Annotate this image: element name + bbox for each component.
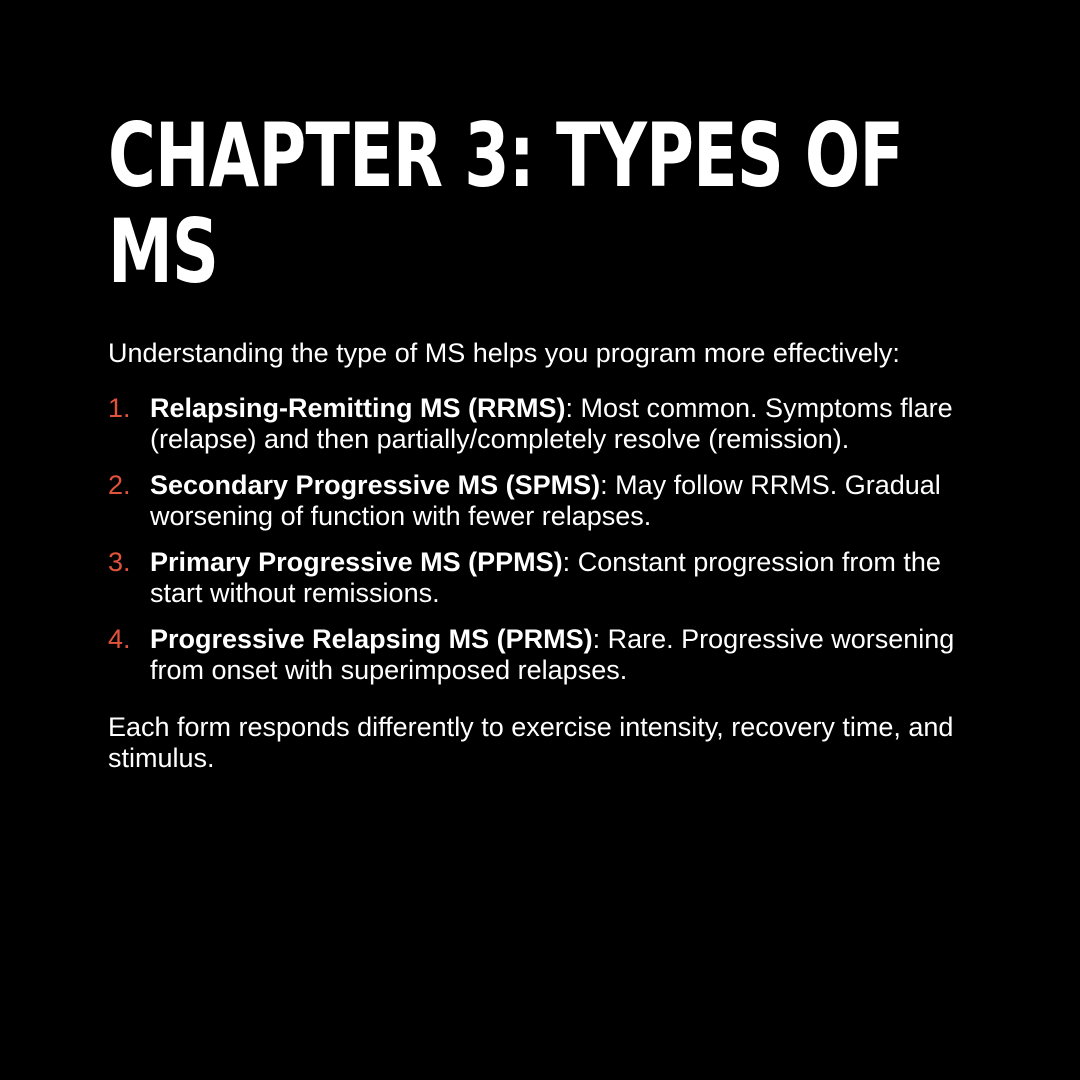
list-item-term: Secondary Progressive MS (SPMS) xyxy=(150,470,601,500)
list-item-separator: : xyxy=(600,470,608,500)
ms-types-list xyxy=(108,393,988,686)
list-item-number: 2. xyxy=(108,470,131,500)
list-item-number: 1. xyxy=(108,393,131,423)
chapter-title: CHAPTER 3: TYPES OF MS xyxy=(108,104,904,303)
list-item-separator: : xyxy=(565,393,574,423)
list-item xyxy=(108,470,988,532)
intro-paragraph: Understanding the type of MS helps you program more effectively: xyxy=(108,338,900,368)
list-item-term: Primary Progressive MS (PPMS) xyxy=(150,547,563,577)
list-item-description: Constant progression from the start without remissions. xyxy=(150,547,941,608)
list-item-description: Rare. Progressive worsening from onset with superimposed relapses. xyxy=(150,624,955,685)
list-item xyxy=(108,547,988,609)
list-item-number: 4. xyxy=(108,624,131,654)
list-item-term: Progressive Relapsing MS (PRMS) xyxy=(150,624,593,654)
list-item-description: May follow RRMS. Gradual worsening of function with fewer relapses. xyxy=(150,470,941,531)
list-item-number: 3. xyxy=(108,547,131,577)
list-item xyxy=(108,624,988,686)
list-item-separator: : xyxy=(562,547,571,577)
list-item-description: Most common. Symptoms flare (relapse) and then partially/completely resolve (remission). xyxy=(150,393,953,454)
closing-paragraph: Each form responds differently to exercise intensity, recovery time, and stimulus. xyxy=(108,712,954,773)
list-item xyxy=(108,393,988,455)
list-item-separator: : xyxy=(592,624,601,654)
chapter-page xyxy=(108,104,988,774)
list-item-term: Relapsing-Remitting MS (RRMS) xyxy=(150,393,566,423)
